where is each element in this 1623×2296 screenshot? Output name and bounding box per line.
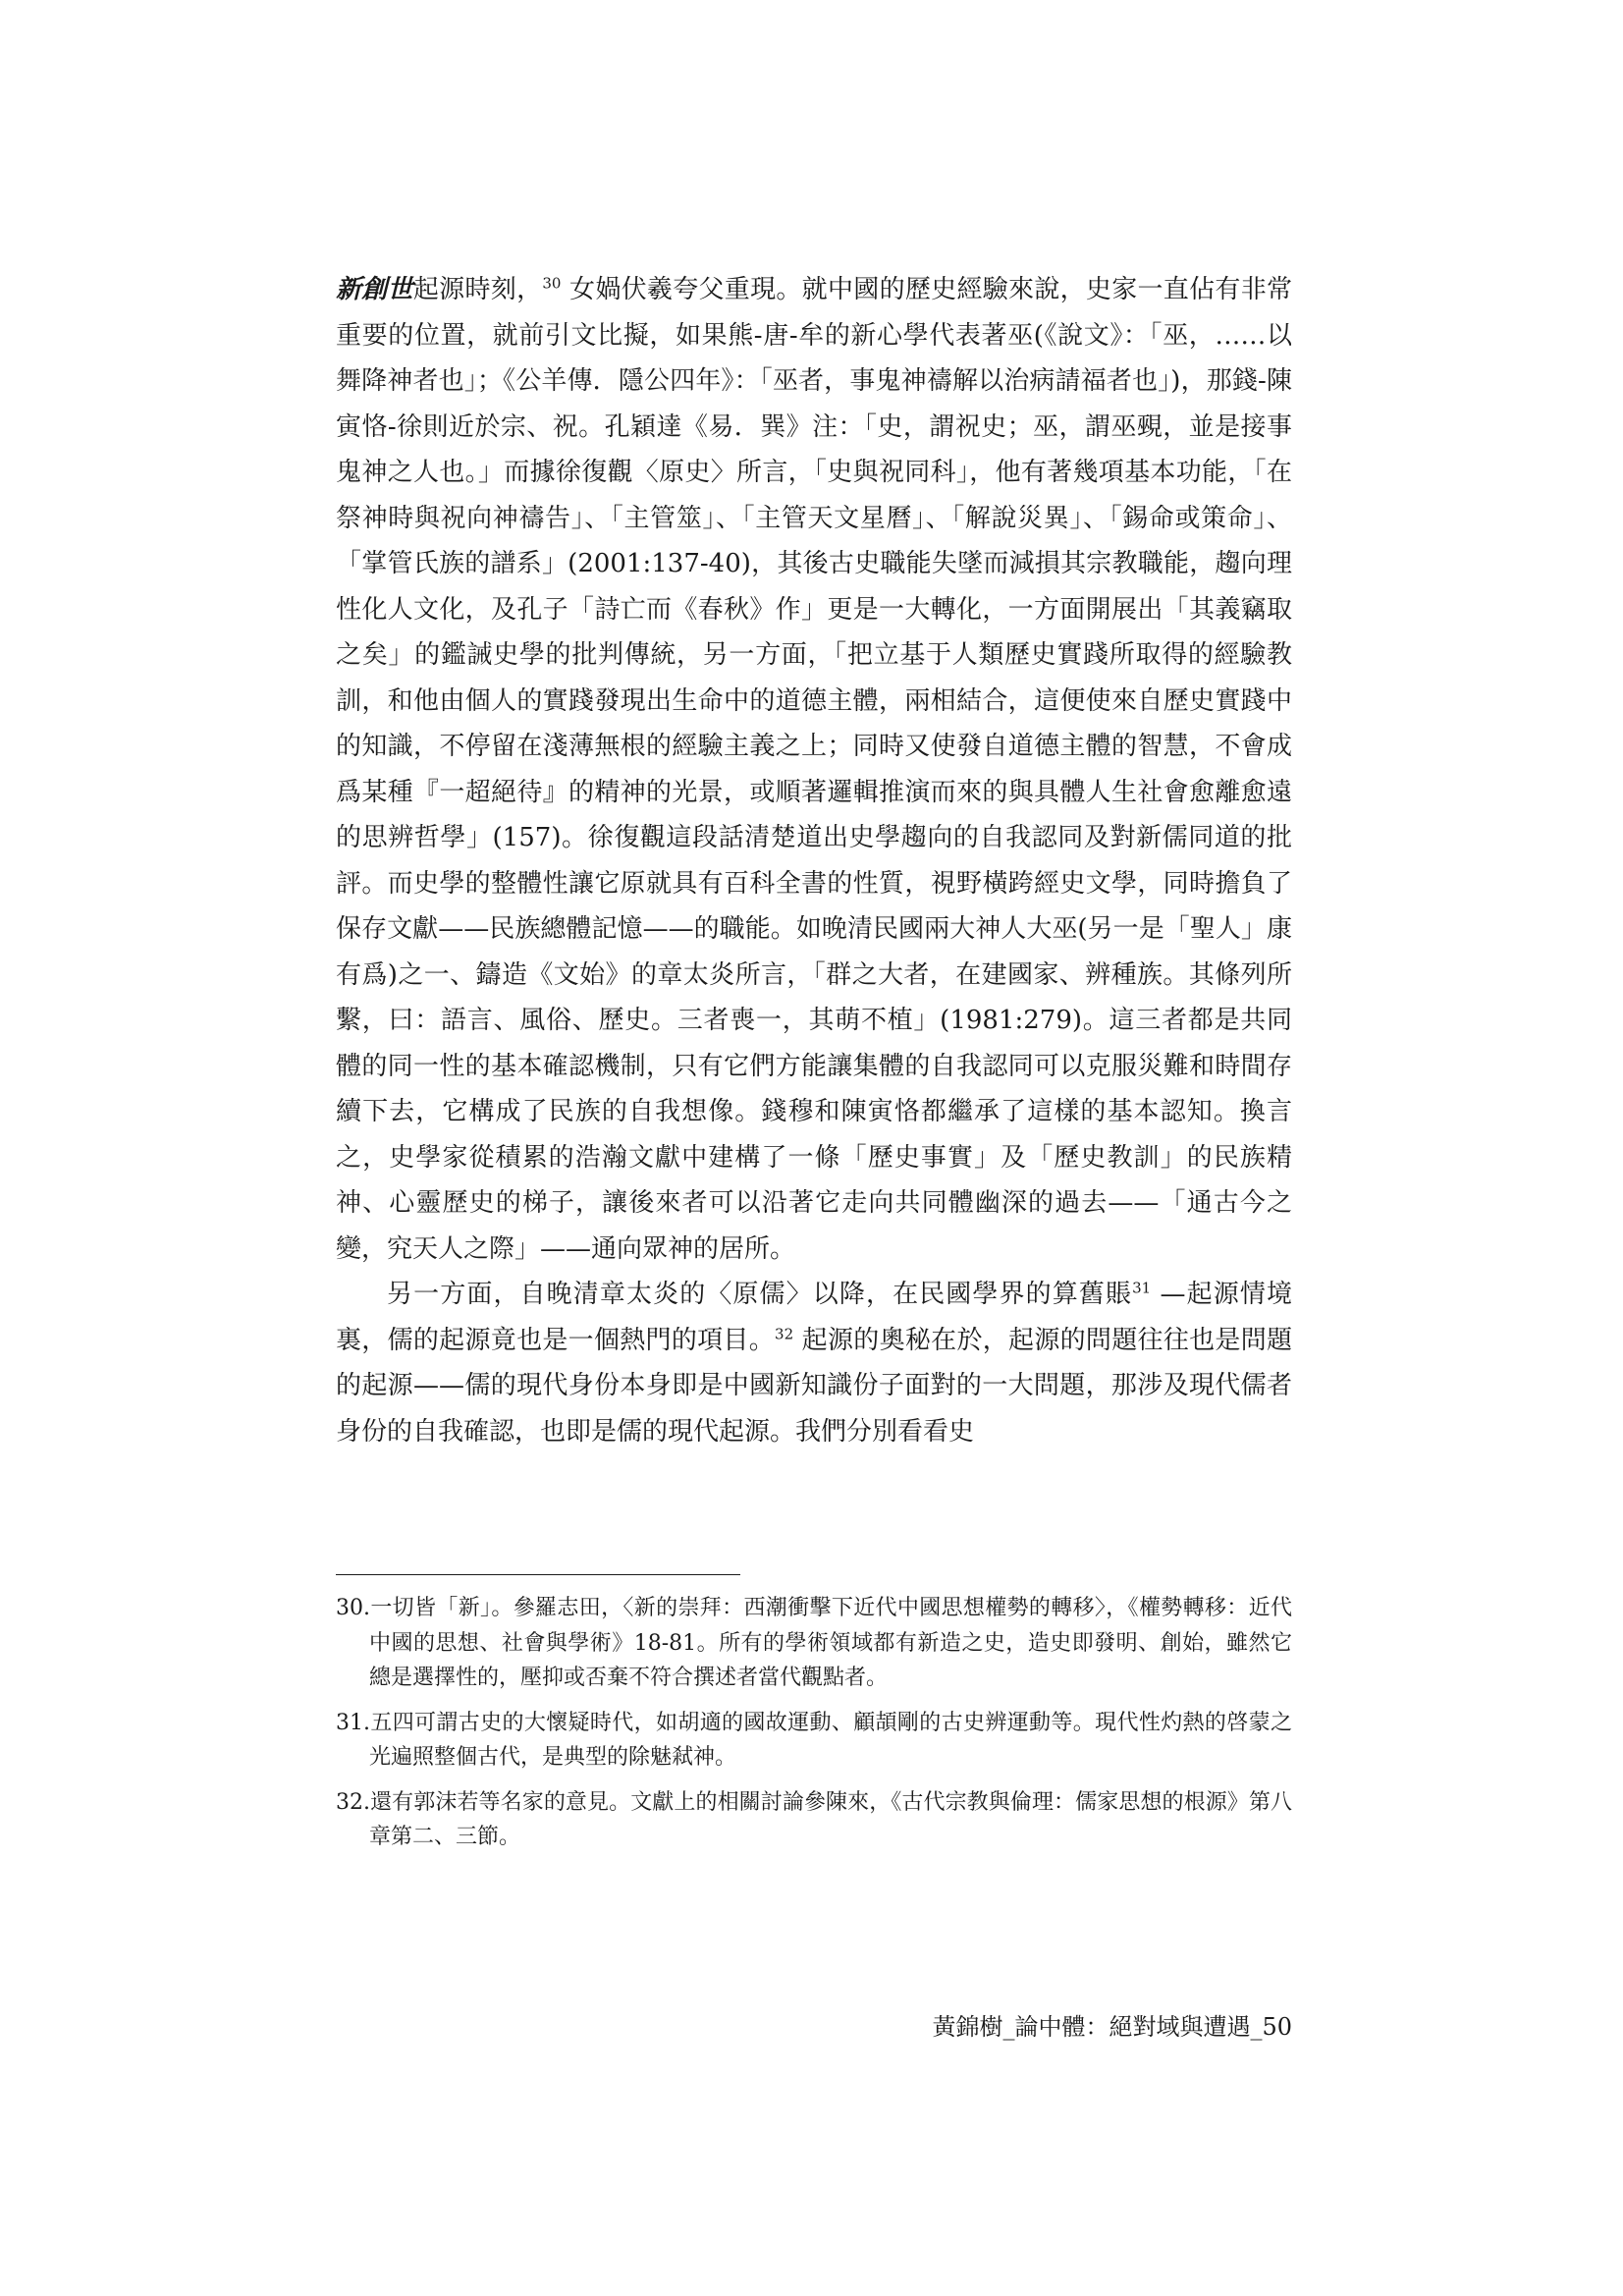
footnote-32: 32.還有郭沫若等名家的意見。文獻上的相關討論參陳來，《古代宗教與倫理：儒家思想的根源》第八章第二、三節。 bbox=[336, 1789, 1292, 1849]
paragraph-2 bbox=[336, 1272, 1292, 1454]
paragraph-2-text-b: —起源情境裏，儒的起源竟也是一個熱門的項目。 bbox=[336, 1280, 1292, 1355]
paragraph-1 bbox=[336, 267, 1292, 1272]
footnote-ref-31[interactable]: 31 bbox=[1132, 1279, 1152, 1297]
footnote-ref-32[interactable]: 32 bbox=[775, 1324, 794, 1342]
footnotes bbox=[336, 1591, 1292, 1865]
paragraph-1-lead: 新創世 bbox=[336, 275, 413, 304]
paragraph-2-text-a: 另一方面，自晚清章太炎的〈原儒〉以降，在民國學界的算舊賬 bbox=[387, 1280, 1133, 1309]
paragraph-1-text-b: 女媧伏羲夸父重現。就中國的歷史經驗來說，史家一直佔有非常重要的位置，就前引文比擬，如果熊-唐-牟的新心學代表著巫(《說文》：「巫，……以舞降神者也」；《公羊傳．隱公四年》：「巫者，事鬼神禱解以治病請福者也」)，那錢-陳寅恪-徐則近於宗、祝。孔穎達《易．巽》注：「史，謂祝史；巫，謂巫覡，並是接事鬼神之人也。」而據徐復觀〈原史〉所言，「史與祝同科」，他有著幾項基本功能，「在祭神時與祝向神禱告」、「主管筮」、「主管天文星曆」、「解說災異」、「錫命或策命」、「掌管氏族的譜系」(2001:137-40)，其後古史職能失墜而減損其宗教職能，趨向理性化人文化，及孔子「詩亡而《春秋》作」更是一大轉化，一方面開展出「其義竊取之矣」的鑑誡史學的批判傳統，另一方面，「把立基于人類歷史實踐所取得的經驗教訓，和他由個人的實踐發現出生命中的道德主體，兩相結合，這便使來自歷史實踐中的知識，不停留在淺薄無根的經驗主義之上；同時又使發自道德主體的智慧，不會成爲某種『一超絕待』的精神的光景，或順著邏輯推演而來的與具體人生社會愈離愈遠的思辨哲學」(157)。徐復觀這段話清楚道出史學趨向的自我認同及對新儒同道的批評。而史學的整體性讓它原就具有百科全書的性質，視野橫跨經史文學，同時擔負了保存文獻——民族總體記憶——的職能。如晚清民國兩大神人大巫(另一是「聖人」康有爲)之一、鑄造《文始》的章太炎所言，「群之大者，在建國家、辨種族。其條列所繫，曰：語言、風俗、歷史。三者喪一，其萌不植」(1981:279)。這三者都是共同體的同一性的基本確認機制，只有它們方能讓集體的自我認同可以克服災難和時間存續下去，它構成了民族的自我想像。錢穆和陳寅恪都繼承了這樣的基本認知。換言之，史學家從積累的浩瀚文獻中建構了一條「歷史事實」及「歷史教訓」的民族精神、心靈歷史的梯子，讓後來者可以沿著它走向共同體幽深的過去——「通古今之變，究天人之際」——通向眾神的居所。 bbox=[336, 275, 1292, 1264]
footnote-divider bbox=[336, 1574, 740, 1575]
footnote-31: 31.五四可謂古史的大懷疑時代，如胡適的國故運動、顧頡剛的古史辨運動等。現代性灼熱的啓蒙之光遍照整個古代，是典型的除魅弒神。 bbox=[336, 1710, 1292, 1770]
paragraph-2-text-c: 起源的奧秘在於，起源的問題往往也是問題的起源——儒的現代身份本身即是中國新知識份子面對的一大問題，那涉及現代儒者身份的自我確認，也即是儒的現代起源。我們分別看看史 bbox=[336, 1325, 1292, 1447]
footnote-ref-30[interactable]: 30 bbox=[542, 274, 562, 293]
body-text bbox=[336, 267, 1292, 1454]
running-footer: 黃錦樹_論中體：絕對域與遭遇_50 bbox=[932, 2013, 1292, 2041]
footnote-30: 30.一切皆「新」。參羅志田，〈新的崇拜：西潮衝擊下近代中國思想權勢的轉移〉，《權勢轉移：近代中國的思想、社會與學術》18-81。所有的學術領域都有新造之史，造史即發明、創始，雖然它總是選擇性的，壓抑或否棄不符合撰述者當代觀點者。 bbox=[336, 1596, 1292, 1690]
paragraph-1-text-a: 起源時刻， bbox=[412, 275, 543, 304]
